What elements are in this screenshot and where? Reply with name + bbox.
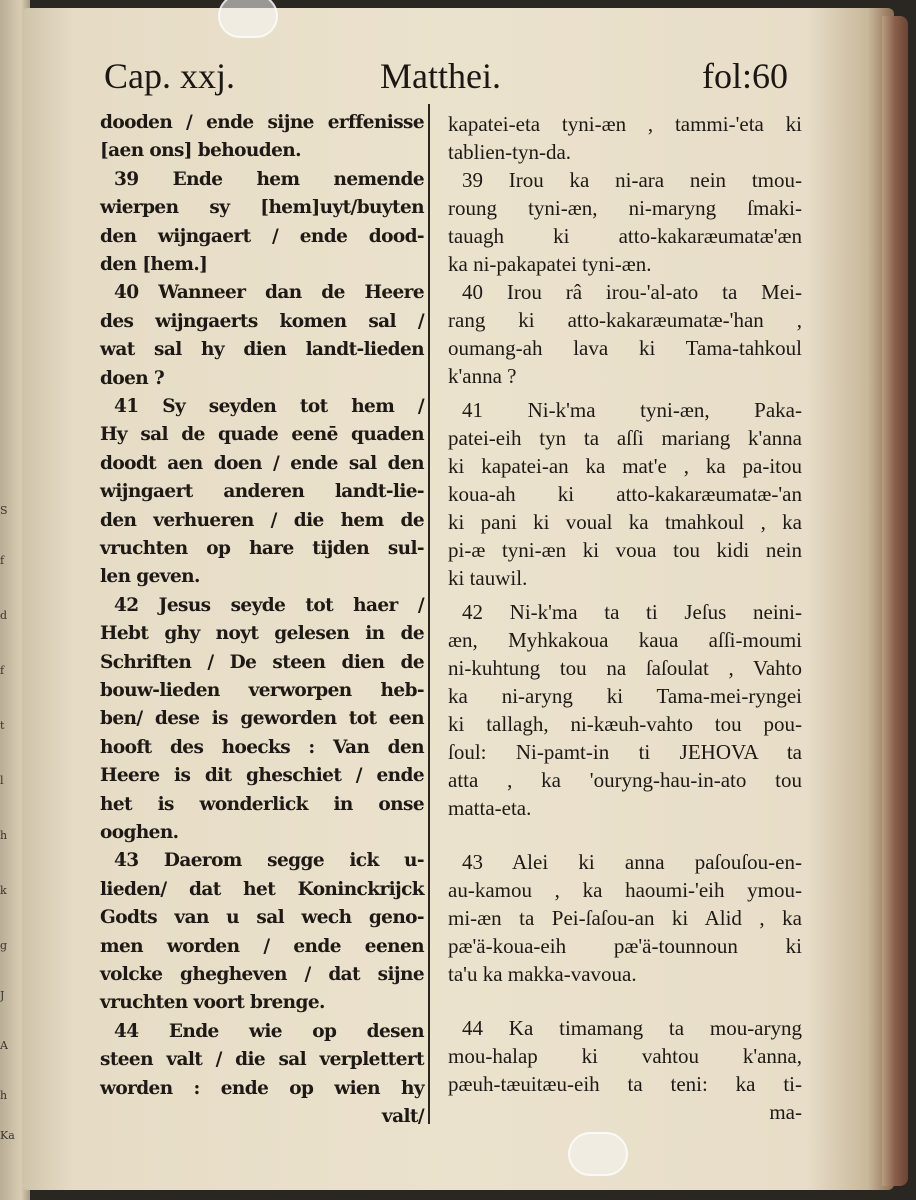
formosan-line: roung tyni-æn, ni-maryng ſmaki- bbox=[448, 196, 802, 220]
dutch-line: Heere is dit gheschiet / ende bbox=[100, 765, 424, 787]
formosan-line: au-kamou , ka haoumi-'eih ymou- bbox=[448, 878, 802, 902]
formosan-line: koua-ah ki atto-kakaræumatæ-'an bbox=[448, 482, 802, 506]
chapter-heading: Cap. xxj. bbox=[104, 56, 235, 96]
dutch-line: ben/ dese is geworden tot een bbox=[100, 708, 424, 730]
dutch-line: bouw-lieden verworpen heb- bbox=[100, 680, 424, 701]
dutch-line: vruchten voort brenge. bbox=[100, 992, 325, 1014]
formosan-verse-44: 44 Ka timamang ta mou-aryng bbox=[462, 1016, 802, 1040]
facing-page-fragment: l bbox=[0, 774, 4, 787]
dutch-line: wijngaert anderen landt-lie- bbox=[100, 481, 424, 503]
formosan-line: patei-eih tyn ta aſſi mariang k'anna bbox=[448, 426, 802, 450]
dutch-line: lieden/ dat het Koninckrijck bbox=[100, 878, 424, 900]
dutch-line: vruchten op hare tijden sul- bbox=[100, 538, 424, 559]
formosan-line: mou-halap ki vahtou k'anna, bbox=[448, 1044, 802, 1068]
formosan-line: tauagh ki atto-kakaræumatæ'æn bbox=[448, 224, 802, 248]
formosan-line: ki tallagh, ni-kæuh-vahto tou pou- bbox=[448, 712, 802, 736]
dutch-line: den verhueren / die hem de bbox=[100, 509, 424, 531]
formosan-line: pi-æ tyni-æn ki voua tou kidi nein bbox=[448, 538, 802, 562]
facing-page-fragment: J bbox=[0, 989, 5, 1002]
formosan-catchword: ma- bbox=[769, 1100, 802, 1124]
dutch-verse-39: 39 Ende hem nemende bbox=[114, 168, 424, 190]
dutch-line: Hy sal de quade eenē quaden bbox=[100, 424, 424, 446]
dutch-line: dooden / ende sijne erffenisse bbox=[100, 112, 424, 133]
dutch-line: wat sal hy dien landt-lieden bbox=[100, 339, 424, 361]
dutch-verse-43: 43 Daerom segge ick u- bbox=[114, 850, 424, 872]
dutch-line: valt/ bbox=[381, 1106, 424, 1127]
formosan-line: ſoul: Ni-pamt-in ti JEHOVA ta bbox=[448, 740, 802, 764]
dutch-line: den wijngaert / ende dood- bbox=[100, 225, 424, 247]
dutch-verse-41: 41 Sy seyden tot hem / bbox=[114, 396, 424, 417]
facing-page-fragment: f bbox=[0, 664, 5, 677]
dutch-line: Schriften / De steen dien de bbox=[100, 651, 424, 673]
facing-page-fragment: h bbox=[0, 1089, 8, 1102]
formosan-line: atta , ka 'ouryng-hau-in-ato tou bbox=[448, 768, 802, 792]
facing-page-fragment: t bbox=[0, 719, 5, 732]
folio-number: fol:60 bbox=[702, 56, 788, 96]
formosan-line: ta'u ka makka-vavoua. bbox=[448, 962, 637, 986]
formosan-verse-42: 42 Ni-k'ma ta ti Jeſus neini- bbox=[462, 600, 802, 624]
bottom-clip bbox=[568, 1132, 628, 1176]
dutch-verse-40: 40 Wanneer dan de Heere bbox=[114, 282, 424, 304]
dutch-line: doodt aen doen / ende sal den bbox=[100, 452, 424, 474]
dutch-line: worden : ende op wien hy bbox=[100, 1077, 424, 1099]
dutch-line: hooft des hoecks : Van den bbox=[100, 736, 424, 758]
facing-page-fragment: Ka bbox=[0, 1129, 15, 1142]
facing-page-fragment: d bbox=[0, 609, 8, 622]
formosan-line: ki tauwil. bbox=[448, 566, 528, 590]
formosan-line: ki pani ki voual ka tmahkoul , ka bbox=[448, 510, 802, 534]
facing-page-fragment: f bbox=[0, 554, 5, 567]
formosan-line: matta-eta. bbox=[448, 796, 532, 820]
top-clip bbox=[218, 0, 278, 38]
facing-page-fragment: S bbox=[0, 504, 8, 517]
dutch-line: doen ? bbox=[100, 367, 165, 389]
page-edge-shadow bbox=[882, 16, 908, 1186]
dutch-line: steen valt / die sal verplettert bbox=[100, 1049, 424, 1071]
dutch-line: het is wonderlick in onse bbox=[100, 793, 424, 815]
dutch-line: des wijngaerts komen sal / bbox=[100, 310, 424, 332]
dutch-verse-44: 44 Ende wie op desen bbox=[114, 1020, 424, 1042]
formosan-line: rang ki atto-kakaræumatæ-'han , bbox=[448, 308, 802, 332]
formosan-verse-40: 40 Irou râ irou-'al-ato ta Mei- bbox=[462, 280, 802, 304]
formosan-line: pæ'ä-koua-eih pæ'ä-tounnoun ki bbox=[448, 934, 802, 958]
formosan-verse-41: 41 Ni-k'ma tyni-æn, Paka- bbox=[462, 398, 802, 422]
formosan-verse-39: 39 Irou ka ni-ara nein tmou- bbox=[462, 168, 802, 192]
formosan-line: kapatei-eta tyni-æn , tammi-'eta ki bbox=[448, 112, 802, 136]
formosan-line: ni-kuhtung tou na ſaſoulat , Vahto bbox=[448, 656, 802, 680]
dutch-line: ooghen. bbox=[100, 822, 179, 843]
dutch-line: Godts van u sal wech geno- bbox=[100, 907, 424, 929]
dutch-line: [aen ons] behouden. bbox=[100, 140, 301, 162]
dutch-line: den [hem.] bbox=[100, 254, 208, 275]
formosan-verse-43: 43 Alei ki anna paſouſou-en- bbox=[462, 850, 802, 874]
dutch-line: wierpen sy [hem]uyt/buyten bbox=[100, 197, 424, 219]
formosan-line: ka ni-pakapatei tyni-æn. bbox=[448, 252, 652, 276]
formosan-line: ka ni-aryng ki Tama-mei-ryngei bbox=[448, 684, 802, 708]
facing-page-fragment: A bbox=[0, 1039, 8, 1052]
facing-page-fragment: g bbox=[0, 939, 8, 952]
formosan-line: pæuh-tæuitæu-eih ta teni: ka ti- bbox=[448, 1072, 802, 1096]
column-divider bbox=[428, 104, 430, 1124]
formosan-line: tablien-tyn-da. bbox=[448, 140, 572, 164]
dutch-line: men worden / ende eenen bbox=[100, 935, 424, 957]
dutch-line: Hebt ghy noyt gelesen in de bbox=[100, 623, 424, 645]
formosan-line: æn, Myhkakoua kaua aſſi-moumi bbox=[448, 628, 802, 652]
dutch-line: len geven. bbox=[100, 566, 200, 588]
dutch-verse-42: 42 Jesus seyde tot haer / bbox=[114, 594, 424, 616]
book-title: Matthei. bbox=[380, 56, 501, 96]
facing-page-fragment: k bbox=[0, 884, 7, 897]
facing-page-fragment: h bbox=[0, 829, 8, 842]
formosan-line: k'anna ? bbox=[448, 364, 517, 388]
formosan-line: oumang-ah lava ki Tama-tahkoul bbox=[448, 336, 802, 360]
dutch-line: volcke ghegheven / dat sijne bbox=[100, 964, 424, 985]
formosan-line: mi-æn ta Pei-ſaſou-an ki Alid , ka bbox=[448, 906, 802, 930]
formosan-line: ki kapatei-an ka mat'e , ka pa-itou bbox=[448, 454, 802, 478]
